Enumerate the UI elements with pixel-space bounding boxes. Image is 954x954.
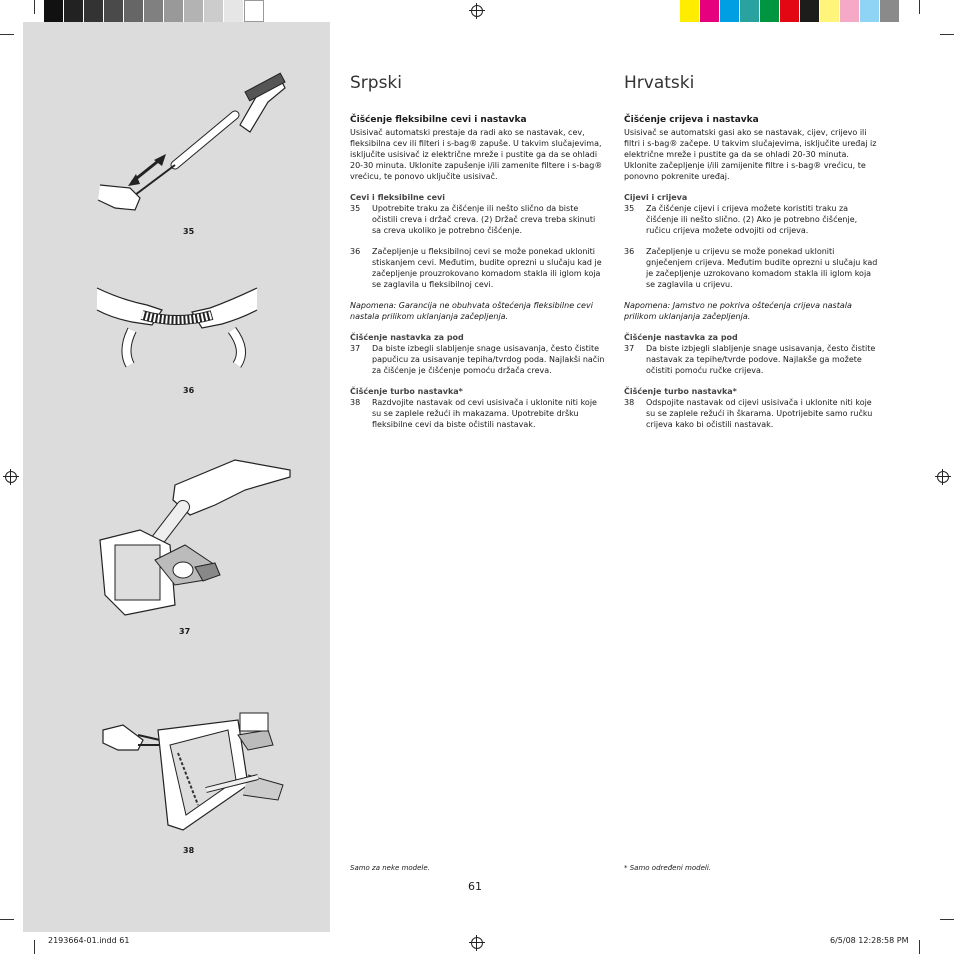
subheading: Čišćenje nastavka za pod [350, 333, 464, 342]
color-swatch [760, 0, 780, 22]
item-number: 38 [350, 398, 361, 407]
gray-swatch [44, 0, 64, 22]
gray-swatch [104, 0, 124, 22]
color-swatch [720, 0, 740, 22]
item-text: Razdvojite nastavak od cevi usisivača i uklonite niti koje su se zaplele režući ih makazama. Upotrebite dršku fleksibilne cevi da biste očistili nastavak. [372, 398, 597, 429]
color-swatch [800, 0, 820, 22]
item-text: Upotrebite traku za čišćenje ili nešto slično da biste očistili creva i držač creva. (2) Držač creva treba skinuti sa creva ukoliko je potrebno čišćenje. [372, 204, 596, 235]
footnote: Samo za neke modele. [350, 864, 430, 872]
registration-mark-left [3, 469, 19, 485]
subheading: Cijevi i crijeva [624, 193, 688, 202]
item-text: Da biste izbegli slabljenje snage usisavanja, često čistite papučicu za usisavanje tepiha/tvrdog poda. Najlakši način za čišćenje je čišćenje pomoću držača creva. [372, 344, 605, 375]
item-text: Za čišćenje cijevi i crijeva možete koristiti traku za čišćenje ili nešto slično. (2) Ako je potrebno čišćenje, ručicu crijeva možete odvojiti od crijeva. [646, 204, 858, 235]
registration-mark-right [935, 469, 951, 485]
item-number: 38 [624, 398, 635, 407]
gray-swatch [124, 0, 144, 22]
croatian-column [624, 73, 879, 440]
color-swatch [820, 0, 840, 22]
registration-mark-top [469, 3, 485, 19]
crop-mark [34, 0, 35, 14]
color-swatch [880, 0, 900, 22]
crop-mark [940, 34, 954, 35]
hose-squeeze-icon [92, 280, 262, 370]
list-item [350, 203, 605, 236]
list-item [624, 203, 879, 236]
item-text: Začepljenje u fleksibilnoj cevi se može ponekad ukloniti stiskanjem cevi. Međutim, budite oprezni u slučaju kad je začepljenje prouzrokovano komadom stakla ili iglom koja se zaglavila u fleksibilnoj cevi. [372, 247, 602, 289]
list-item [350, 343, 605, 376]
list-item [350, 246, 605, 290]
intro-paragraph: Usisivač se automatski gasi ako se nastavak, cijev, crijevo ili filtri i s-bag® začepe. U takvim slučajevima, isključite uređaj iz električne mreže i pustite ga da se ohladi 20-30 minuta. Uklonite začepljenje i/ili zamijenite filtre i s-bag® vrećicu, te ponovno pokrenite uređaj. [624, 128, 877, 181]
color-swatch [680, 0, 700, 22]
section-heading: Čišćenje crijeva i nastavka [624, 115, 759, 125]
figure-number: 38 [183, 846, 195, 855]
gray-swatch [224, 0, 244, 22]
crop-mark [0, 34, 14, 35]
section-title: Hrvatski [624, 73, 695, 93]
subheading: Čišćenje turbo nastavka* [624, 387, 737, 396]
registration-mark-bottom [469, 935, 485, 951]
figure-number: 37 [179, 627, 191, 636]
item-text: Začepljenje u crijevu se može ponekad ukloniti gnječenjem crijeva. Međutim budite oprezni u slučaju kad je začepljenje uzrokovano komadom stakla ili iglom koja se zaglavila u crijevu. [646, 247, 878, 289]
color-swatch [780, 0, 800, 22]
subheading: Čišćenje turbo nastavka* [350, 387, 463, 396]
subheading: Cevi i fleksibilne cevi [350, 193, 445, 202]
page-number: 61 [468, 880, 482, 893]
list-item [350, 397, 605, 430]
color-swatch [840, 0, 860, 22]
subheading: Čišćenje nastavka za pod [624, 333, 738, 342]
item-text: Odspojite nastavak od cijevi usisivača i uklonite niti koje su se zaplele režući ih škarama. Upotrijebite samo ručku crijeva kako bi očistili nastavak. [646, 398, 873, 429]
crop-mark [919, 940, 920, 954]
figure-number: 36 [183, 386, 195, 395]
warranty-note: Napomena: Garancija ne obuhvata oštećenja fleksibilne cevi nastala prilikom uklanjanja začepljenja. [350, 301, 593, 321]
gray-swatch [184, 0, 204, 22]
crop-mark [919, 0, 920, 14]
process-color-bar [680, 0, 900, 22]
item-text: Da biste izbjegli slabljenje snage usisavanja, često čistite nastavak za tepihe/tvrde podove. Najlakše ga možete očistiti pomoću ručke crijeva. [646, 344, 876, 375]
section-title: Srpski [350, 73, 402, 93]
color-swatch [860, 0, 880, 22]
list-item [624, 343, 879, 376]
gray-swatch [204, 0, 224, 22]
item-number: 37 [350, 344, 361, 353]
crop-mark [0, 919, 14, 920]
gray-swatch [244, 0, 264, 22]
nozzle-cleaning-icon [95, 445, 295, 620]
item-number: 36 [350, 247, 361, 256]
item-number: 35 [350, 204, 361, 213]
item-number: 35 [624, 204, 635, 213]
timestamp-slug: 6/5/08 12:28:58 PM [830, 936, 909, 945]
figure-number: 35 [183, 227, 195, 236]
gray-swatch [164, 0, 184, 22]
grayscale-color-bar [44, 0, 264, 22]
file-slug: 2193664-01.indd 61 [48, 936, 130, 945]
section-heading: Čišćenje fleksibilne cevi i nastavka [350, 115, 527, 125]
list-item [624, 397, 879, 430]
gray-swatch [84, 0, 104, 22]
list-item [624, 246, 879, 290]
hose-cleaning-icon [90, 70, 290, 220]
warranty-note: Napomena: Jamstvo ne pokriva oštećenja crijeva nastala prilikom uklanjanja začepljenja. [624, 301, 852, 321]
item-number: 37 [624, 344, 635, 353]
intro-paragraph: Usisivač automatski prestaje da radi ako se nastavak, cev, fleksibilna cev ili filteri i s-bag® zapuše. U takvim slučajevima, isključite usisivač iz električne mreže i pustite ga da se ohladi 20-30 minuta. Uklonite zapušenje i/ili zamenite filtere i s-bag® vrećicu, te ponovo uključite usisivač. [350, 128, 603, 181]
gray-swatch [144, 0, 164, 22]
crop-mark [34, 940, 35, 954]
color-swatch [700, 0, 720, 22]
serbian-column [350, 73, 605, 440]
gray-swatch [64, 0, 84, 22]
color-swatch [740, 0, 760, 22]
turbo-nozzle-cutting-icon [98, 705, 288, 835]
footnote: * Samo određeni modeli. [624, 864, 712, 872]
crop-mark [940, 919, 954, 920]
item-number: 36 [624, 247, 635, 256]
